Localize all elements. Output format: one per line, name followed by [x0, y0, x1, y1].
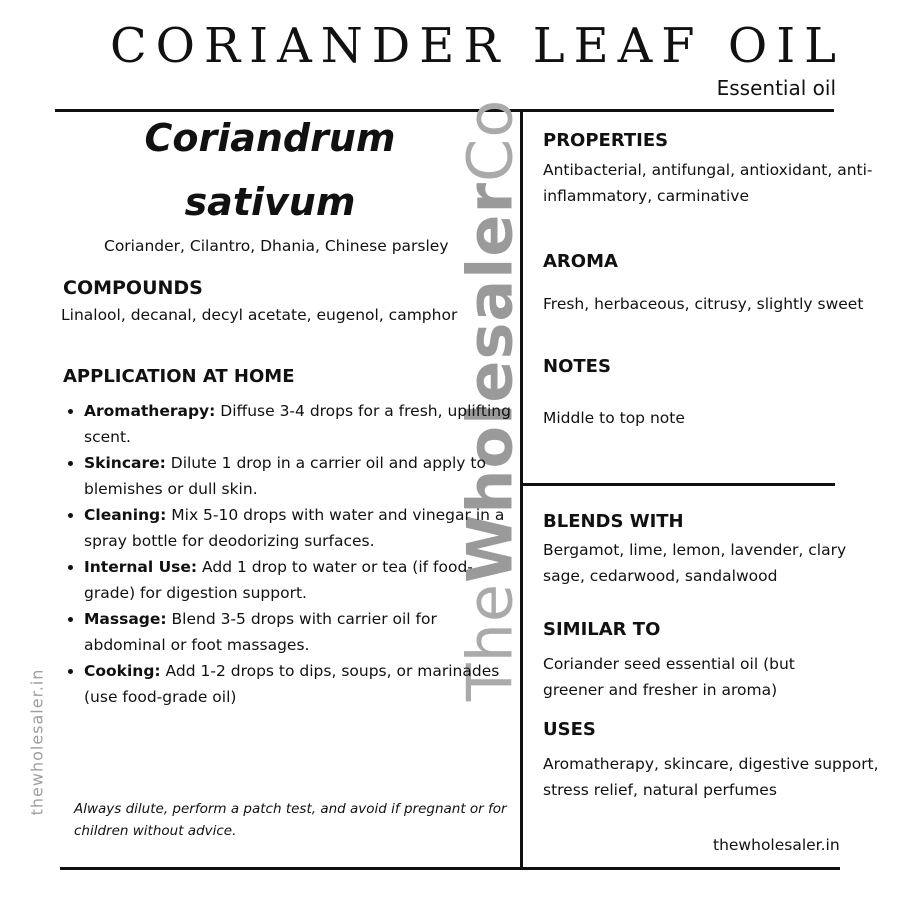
- list-item: • Skincare: Dilute 1 drop in a carrier oil and apply to blemishes or dull skin.: [84, 450, 514, 502]
- application-list: [62, 398, 514, 710]
- common-names: Coriander, Cilantro, Dhania, Chinese parsley: [104, 237, 449, 255]
- uses-text: Aromatherapy, skincare, digestive support, stress relief, natural perfumes: [543, 755, 879, 799]
- list-item: • Aromatherapy: Diffuse 3-4 drops for a fresh, uplifting scent.: [84, 398, 514, 450]
- aroma-text: Fresh, herbaceous, citrusy, slightly sweet: [543, 295, 864, 313]
- right-section-divider: [522, 483, 835, 486]
- compounds-text: Linalool, decanal, decyl acetate, eugenol, camphor: [61, 306, 458, 324]
- scientific-name-line-1: Coriandrum: [144, 116, 396, 160]
- blends-text: Bergamot, lime, lemon, lavender, clary sage, cedarwood, sandalwood: [543, 541, 847, 585]
- notes-heading: NOTES: [543, 356, 611, 377]
- scientific-name-line-2: sativum: [184, 180, 356, 224]
- bottom-divider: [60, 867, 840, 870]
- application-heading: APPLICATION AT HOME: [63, 366, 295, 387]
- list-item: • Internal Use: Add 1 drop to water or tea (if food-grade) for digestion support.: [84, 554, 514, 606]
- uses-heading: USES: [543, 719, 596, 740]
- list-item: • Cleaning: Mix 5-10 drops with water and vinegar in a spray bottle for deodorizing surfaces.: [84, 502, 514, 554]
- safety-disclaimer: Always dilute, perform a patch test, and avoid if pregnant or for children without advice.: [74, 801, 507, 839]
- properties-heading: PROPERTIES: [543, 130, 669, 151]
- brand-watermark: TheWholesalerCo: [453, 98, 527, 702]
- properties-text: Antibacterial, antifungal, antioxidant, anti-inflammatory, carminative: [543, 161, 873, 205]
- similar-heading: SIMILAR TO: [543, 619, 661, 640]
- side-website-url: thewholesaler.in: [27, 668, 47, 816]
- page-subtitle: Essential oil: [716, 76, 836, 100]
- list-item: • Massage: Blend 3-5 drops with carrier oil for abdominal or foot massages.: [84, 606, 514, 658]
- footer-website-url: thewholesaler.in: [713, 836, 840, 854]
- list-item: • Cooking: Add 1-2 drops to dips, soups, or marinades (use food-grade oil): [84, 658, 514, 710]
- aroma-heading: AROMA: [543, 251, 618, 272]
- compounds-heading: COMPOUNDS: [63, 277, 203, 299]
- similar-text: Coriander seed essential oil (but greener and fresher in aroma): [543, 655, 795, 699]
- notes-text: Middle to top note: [543, 409, 685, 427]
- blends-heading: BLENDS WITH: [543, 511, 684, 532]
- page-title: CORIANDER LEAF OIL: [109, 18, 846, 74]
- top-divider: [55, 109, 834, 112]
